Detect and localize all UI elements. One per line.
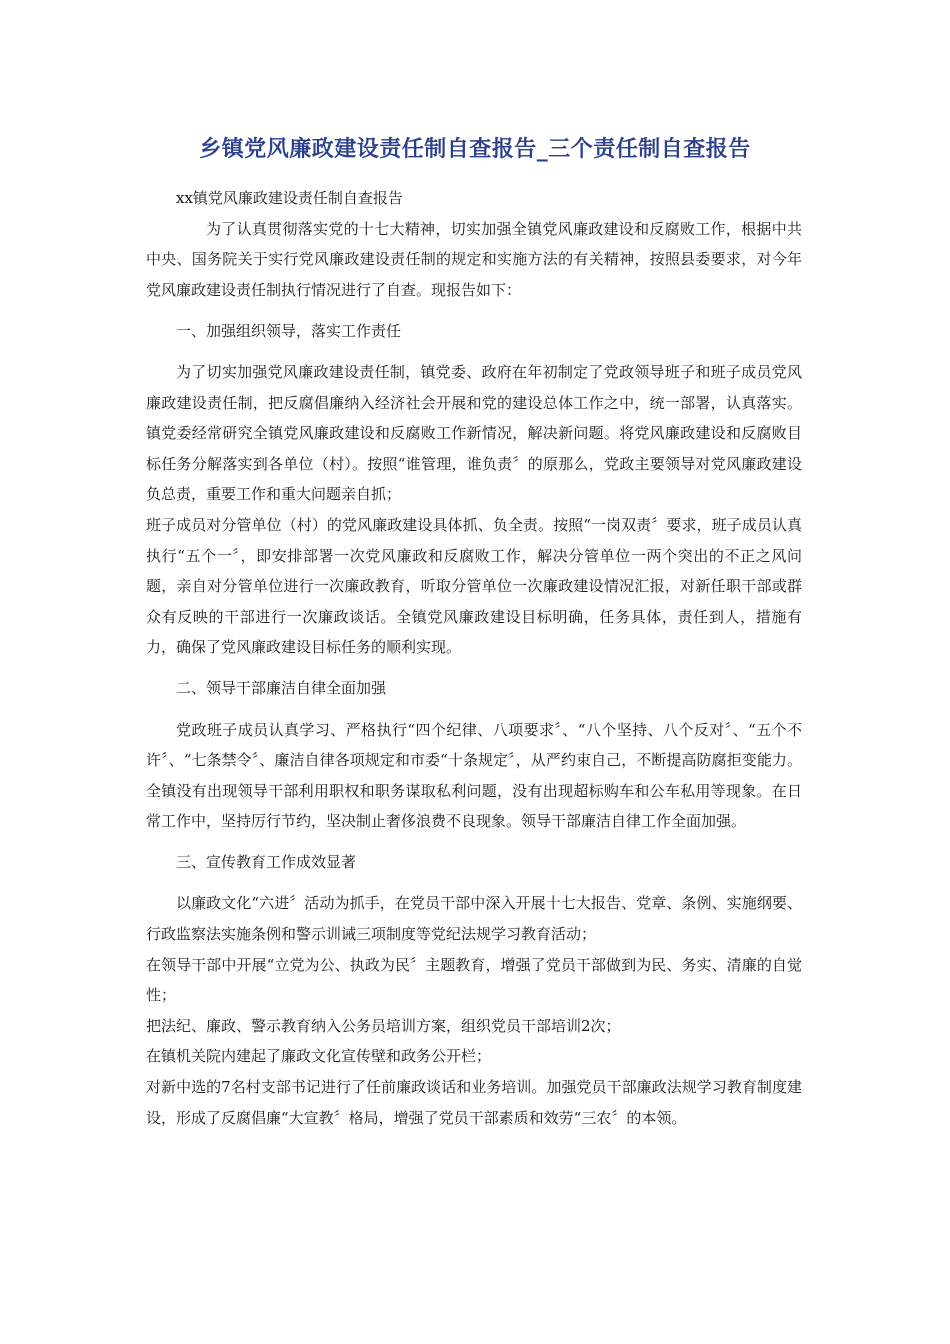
section1-heading: 一、加强组织领导，落实工作责任 <box>176 321 402 340</box>
section3-paragraph: 对新中选的7名村支部书记进行了任前廉政谈话和业务培训。加强党员干部廉政法规学习教育制度建设，形成了反腐倡廉“大宣教〞格局，增强了党员干部素质和效劳“三农〞的本领。 <box>146 1078 802 1127</box>
section3-paragraph: 在镇机关院内建起了廉政文化宣传壁和政务公开栏； <box>146 1047 492 1066</box>
section3-heading: 三、宣传教育工作成效显著 <box>176 853 357 872</box>
section1-paragraph: 班子成员对分管单位（村）的党风廉政建设具体抓、负全责。按照“一岗双责〞要求，班子成员认真执行“五个一〞，即安排部署一次党风廉政和反腐败工作，解决分管单位一两个突出的不正之风问题，亲自对分管单位进行一次廉政教育，听取分管单位一次廉政建设情况汇报，对新任职干部或群众有反映的干部进行一次廉政谈话。全镇党风廉政建设目标明确，任务具体，责任到人，措施有力，确保了党风廉政建设目标任务的顺利实现。 <box>146 515 802 657</box>
section3-paragraph: 在领导干部中开展“立党为公、执政为民〞主题教育，增强了党员干部做到为民、务实、清廉的自觉性； <box>146 955 802 1005</box>
section1-paragraph: 为了切实加强党风廉政建设责任制，镇党委、政府在年初制定了党政领导班子和班子成员党风廉政建设责任制，把反腐倡廉纳入经济社会开展和党的建设总体工作之中，统一部署，认真落实。镇党委经常研究全镇党风廉政建设和反腐败工作新情况，解决新问题。将党风廉政建设和反腐败目标任务分解落实到各单位（村）。按照“谁管理，谁负责〞的原那么，党政主要领导对党风廉政建设负总责，重要工作和重大问题亲自抓； <box>146 362 802 504</box>
report-subtitle: xx镇党风廉政建设责任制自查报告 <box>176 189 403 207</box>
section2-paragraph: 党政班子成员认真学习、严格执行“四个纪律、八项要求〞、“八个坚持、八个反对〞、“五个不许〞、“七条禁令〞、廉洁自律各项规定和市委“十条规定〞，从严约束自己，不断提高防腐拒变能力。全镇没有出现领导干部利用职权和职务谋取私利问题，没有出现超标购车和公车私用等现象。在日常工作中，坚持厉行节约，坚决制止奢侈浪费不良现象。领导干部廉洁自律工作全面加强。 <box>146 720 802 831</box>
section3-paragraph: 以廉政文化“六进〞活动为抓手，在党员干部中深入开展十七大报告、党章、条例、实施纲要、行政监察法实施条例和警示训诫三项制度等党纪法规学习教育活动； <box>146 894 802 944</box>
document-body <box>146 183 802 1133</box>
section2-heading: 二、领导干部廉洁自律全面加强 <box>176 679 387 698</box>
document-title: 乡镇党风廉政建设责任制自查报告_三个责任制自查报告 <box>199 137 751 162</box>
intro-paragraph: 为了认真贯彻落实党的十七大精神，切实加强全镇党风廉政建设和反腐败工作，根据中共中央、国务院关于实行党风廉政建设责任制的规定和实施方法的有关精神，按照县委要求，对今年党风廉政建设责任制执行情况进行了自查。现报告如下： <box>146 219 802 299</box>
section3-paragraph: 把法纪、廉政、警示教育纳入公务员培训方案，组织党员干部培训2次； <box>146 1016 621 1035</box>
